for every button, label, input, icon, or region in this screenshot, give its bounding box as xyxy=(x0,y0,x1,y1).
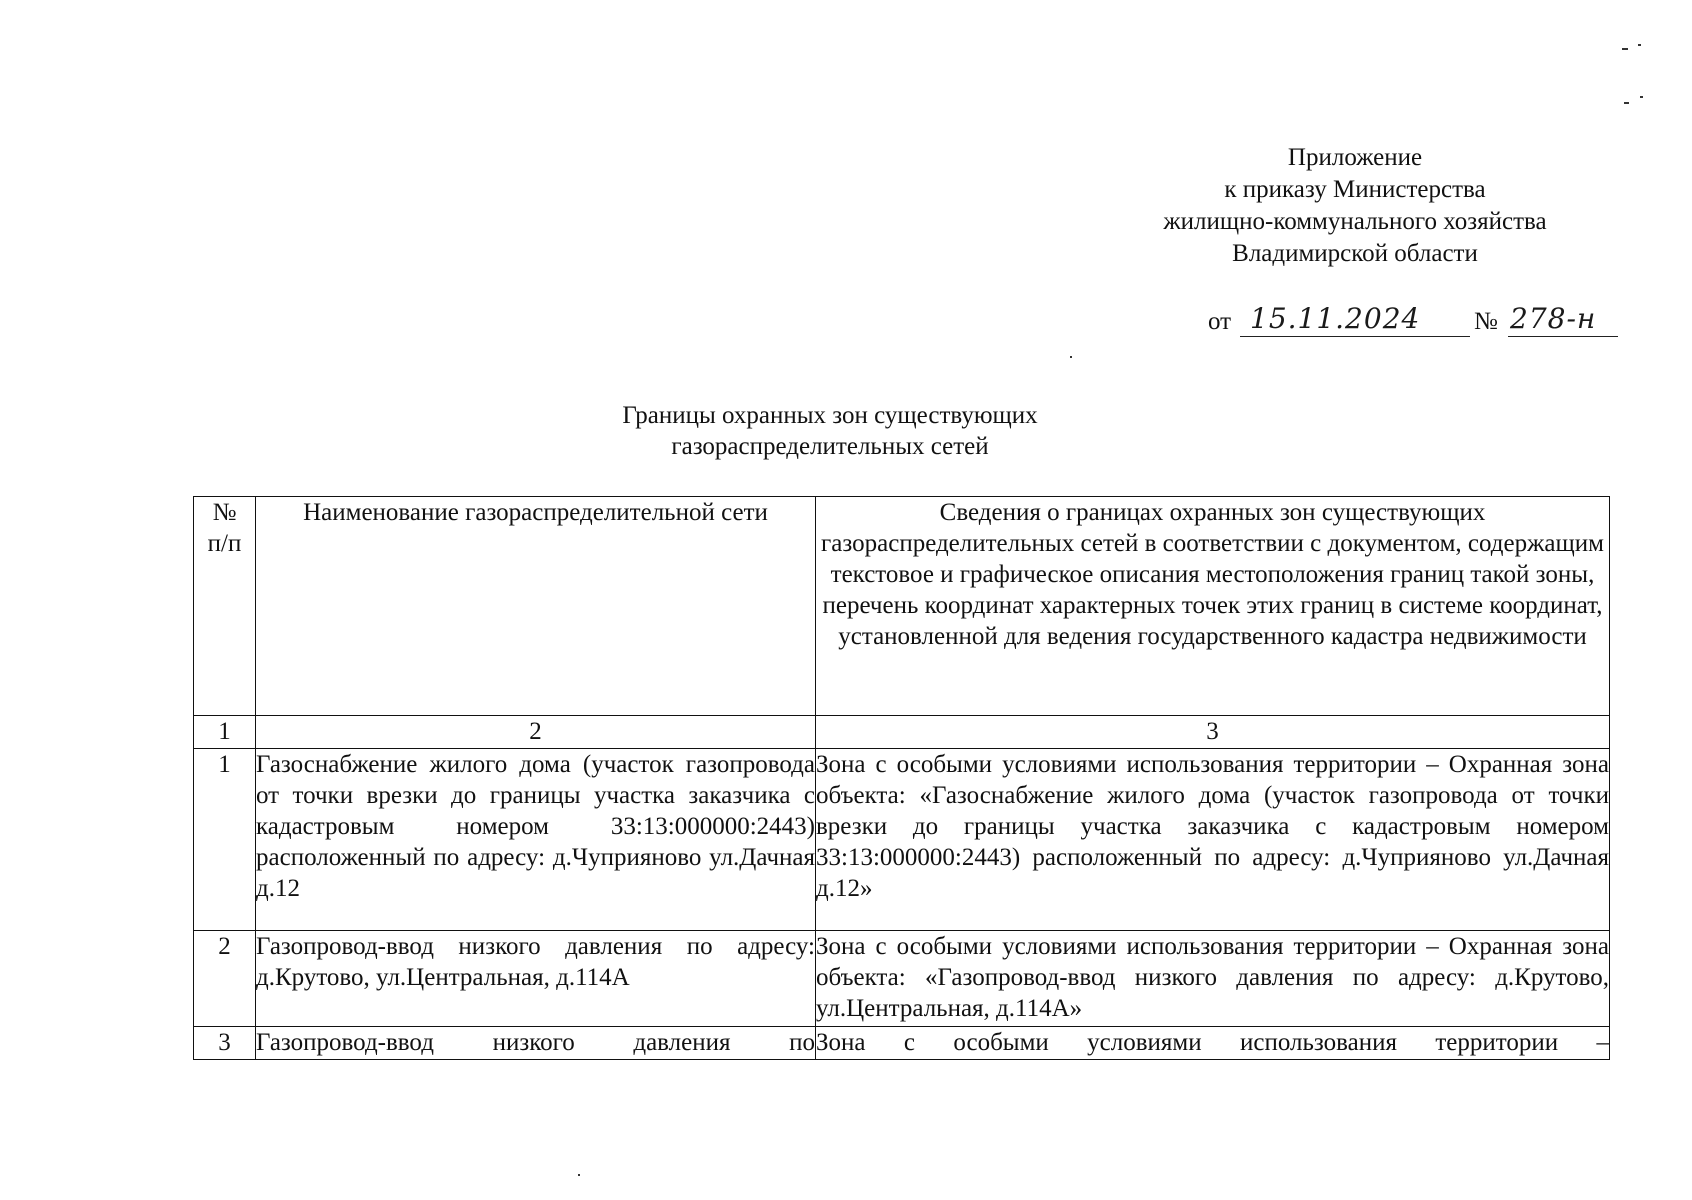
document-title xyxy=(560,400,1100,462)
zone-info-cell: Зона с особыми условиями использования территории – Охранная зона объекта: «Газопровод-ввод низкого давления по адресу: д.Крутово, ул.Центральная, д.114А» xyxy=(816,931,1610,1027)
network-name-cell: Газопровод-ввод низкого давления по адресу: д.Крутово, ул.Центральная, д.114А xyxy=(256,931,816,1027)
appendix-line: к приказу Министерства xyxy=(1224,176,1486,203)
date-underline xyxy=(1240,336,1470,337)
column-index-row xyxy=(194,716,1610,749)
scan-speck xyxy=(1624,102,1629,104)
zone-info-text: Зона с особыми условиями использования территории – xyxy=(816,1029,1609,1056)
order-number-label: № xyxy=(1474,308,1498,335)
number-underline xyxy=(1508,336,1618,337)
column-index: 3 xyxy=(816,716,1610,749)
table-row xyxy=(194,931,1610,1027)
appendix-block xyxy=(1120,142,1590,270)
column-index: 2 xyxy=(256,716,816,749)
network-name-text: Газопровод-ввод низкого давления по xyxy=(256,1029,815,1056)
order-date-handwritten: 15.11.2024 xyxy=(1250,302,1421,335)
zone-info-cell xyxy=(816,1027,1610,1060)
table-row xyxy=(194,1027,1610,1060)
header-network-name: Наименование газораспределительной сети xyxy=(256,497,816,716)
table-row xyxy=(194,749,1610,931)
scan-speck xyxy=(1622,48,1628,50)
order-reference xyxy=(1208,302,1628,342)
appendix-line: Приложение xyxy=(1287,144,1423,171)
appendix-line: жилищно-коммунального хозяйства xyxy=(1163,208,1547,235)
scan-speck xyxy=(1070,356,1072,358)
scan-speck xyxy=(1640,96,1643,98)
network-name-cell xyxy=(256,1027,816,1060)
header-number-text: № п/п xyxy=(207,499,242,557)
table-header-row xyxy=(194,497,1610,716)
title-line: газораспределительных сетей xyxy=(671,433,989,460)
order-number-handwritten: 278-н xyxy=(1510,302,1597,335)
zone-info-cell: Зона с особыми условиями использования территории – Охранная зона объекта: «Газоснабжение жилого дома (участок газопровода от точки врезки до границы участка заказчика с кадастровым номером 33:13:000000:2443) расположенный по адресу: д.Чуприяново ул.Дачная д.12» xyxy=(816,749,1610,931)
header-number xyxy=(194,497,256,716)
header-zone-info: Сведения о границах охранных зон существующих газораспределительных сетей в соответствии с документом, содержащим текстовое и графическое описания местоположения границ такой зоны, перечень координат характерных точек этих границ в системе координат, установленной для ведения государственного кадастра недвижимости xyxy=(816,497,1610,716)
protection-zones-table xyxy=(193,496,1610,1060)
row-number: 1 xyxy=(194,749,256,931)
row-number: 2 xyxy=(194,931,256,1027)
title-line: Границы охранных зон существующих xyxy=(622,402,1038,429)
order-prefix: от xyxy=(1208,308,1232,335)
network-name-cell: Газоснабжение жилого дома (участок газопровода от точки врезки до границы участка заказчика с кадастровым номером 33:13:000000:2443) расположенный по адресу: д.Чуприяново ул.Дачная д.12 xyxy=(256,749,816,931)
column-index: 1 xyxy=(194,716,256,749)
scan-speck xyxy=(1638,44,1641,46)
appendix-line: Владимирской области xyxy=(1232,240,1478,267)
scan-speck xyxy=(578,1174,580,1176)
row-number: 3 xyxy=(194,1027,256,1060)
